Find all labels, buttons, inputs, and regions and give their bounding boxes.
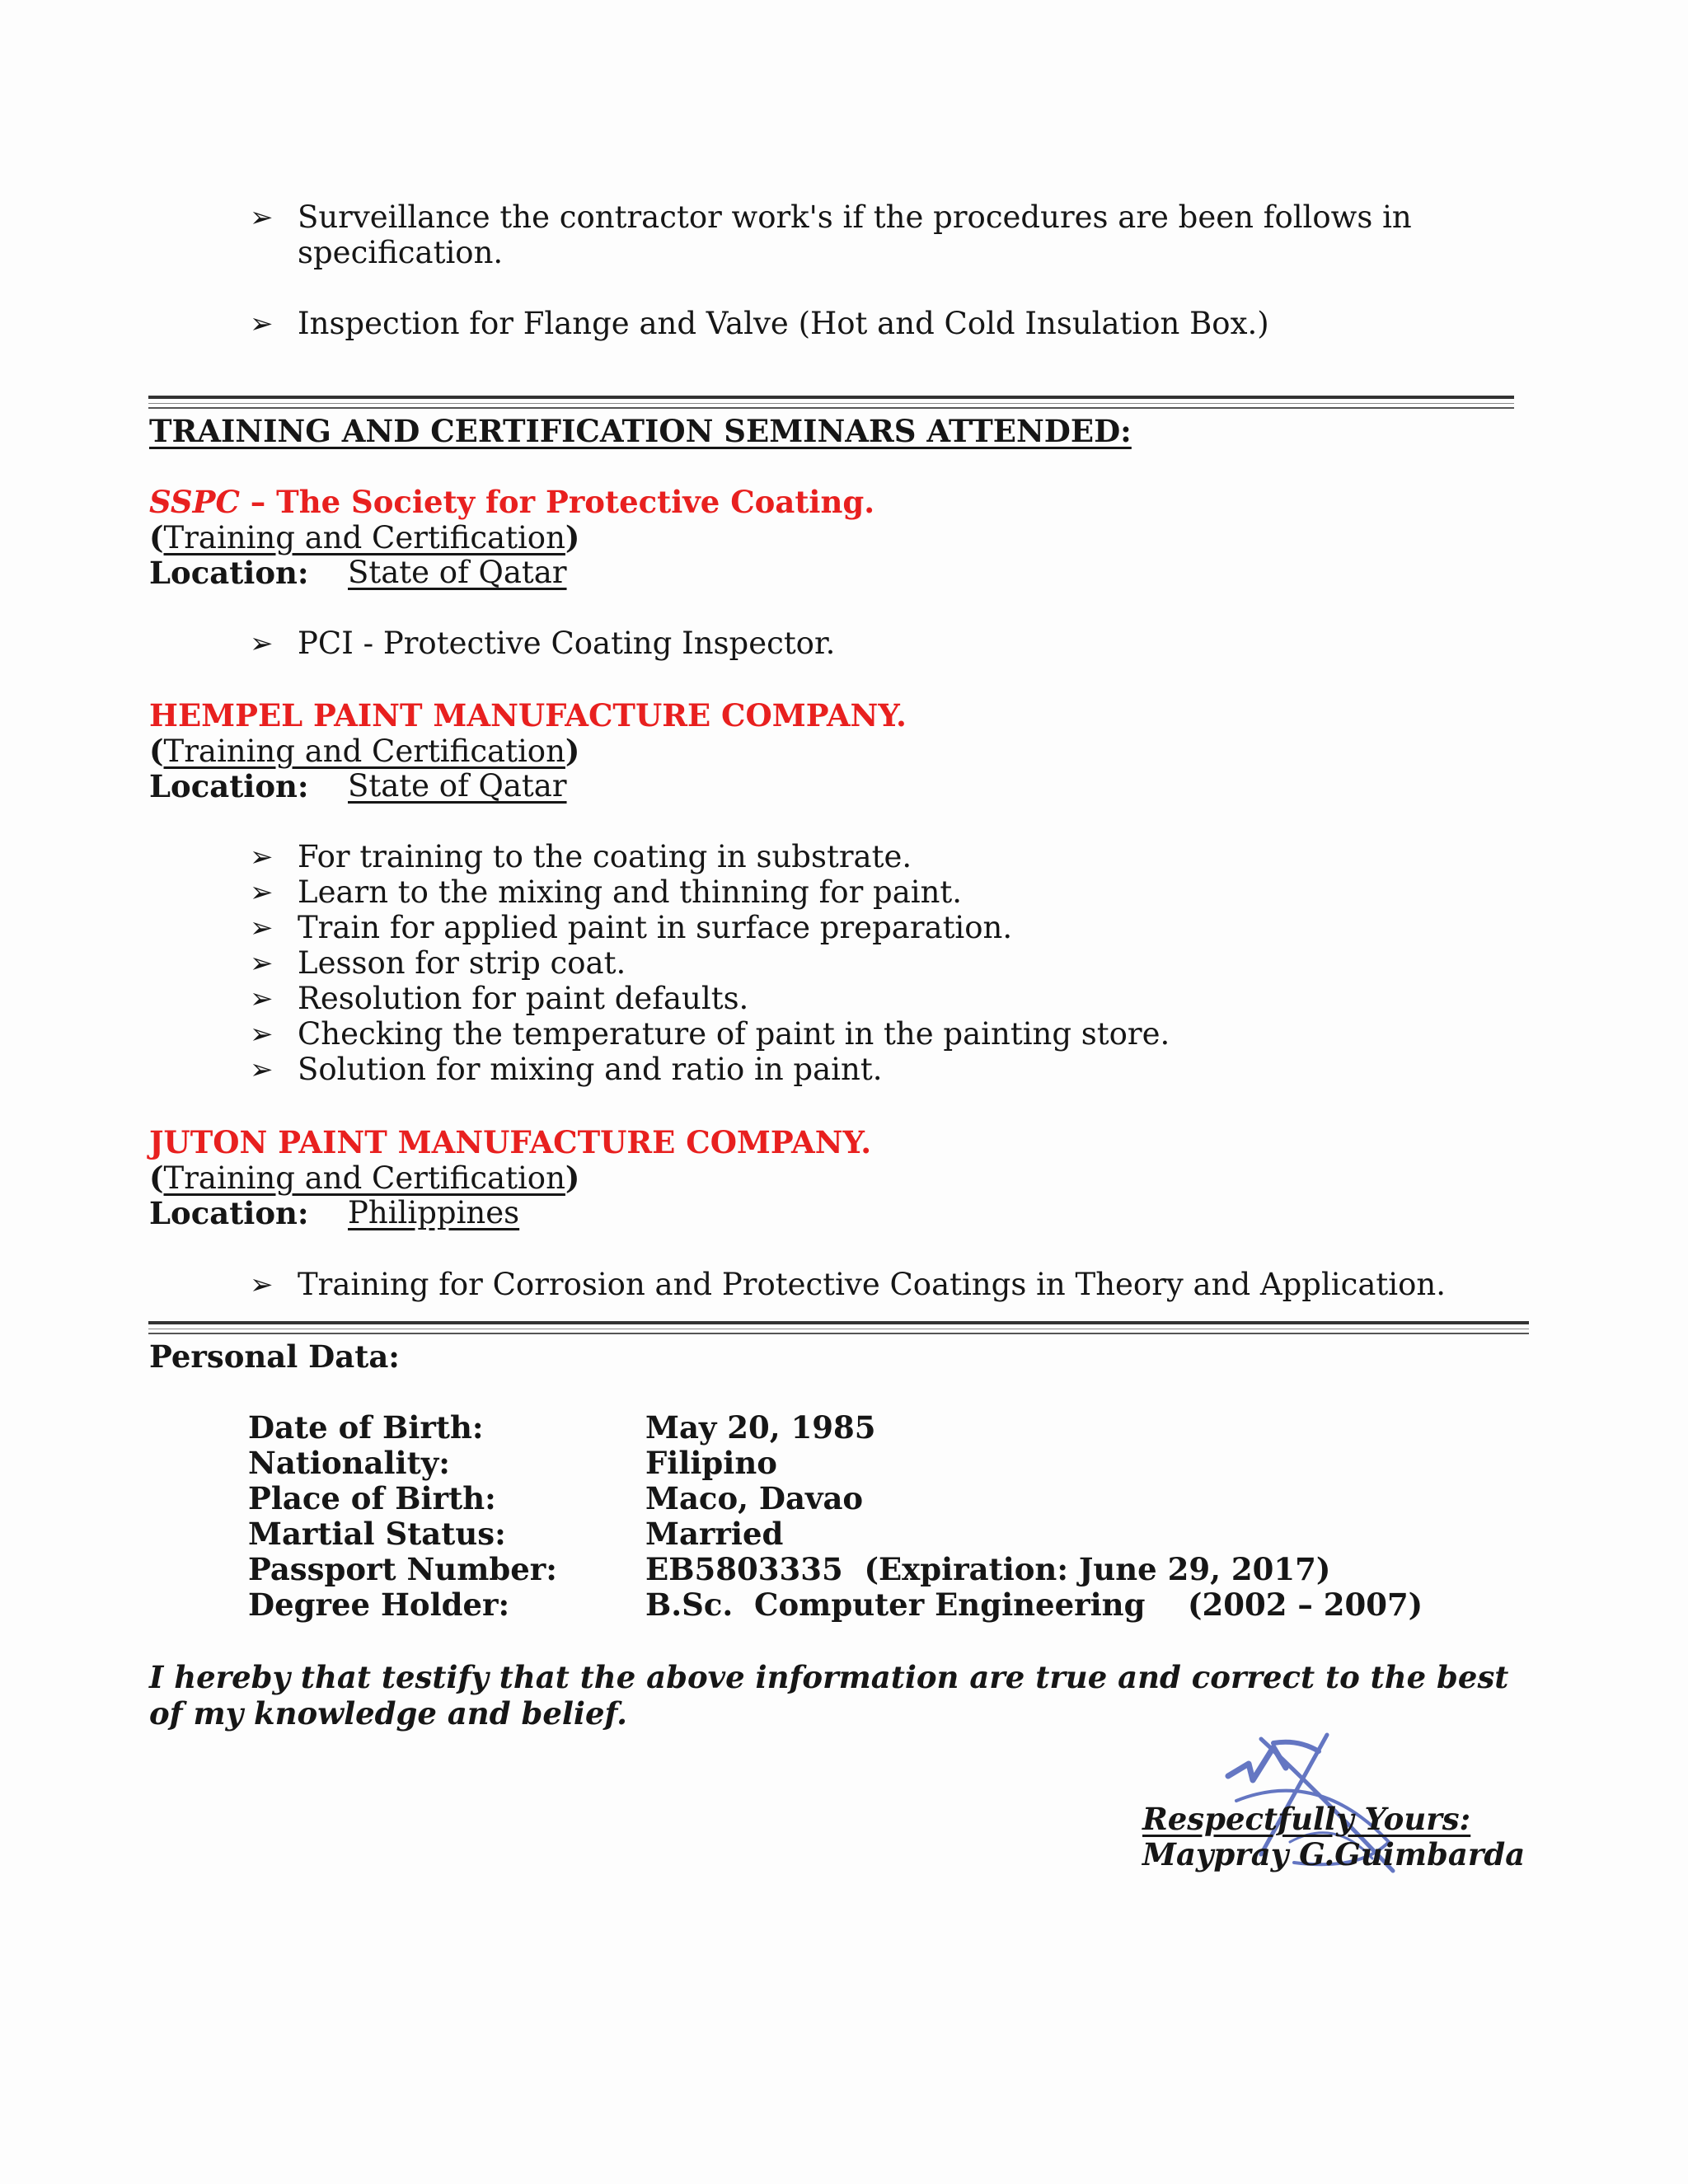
sspc-title: SSPC – The Society for Protective Coating. — [149, 484, 875, 520]
hempel-location: State of Qatar — [348, 768, 567, 804]
section-divider — [148, 1321, 1529, 1334]
declaration: I hereby that testify that the above information are true and correct to the best of my knowledge and belief. — [149, 1659, 1509, 1732]
closing-salutation: Respectfully Yours: — [1142, 1801, 1471, 1837]
juton-location: Philippines — [348, 1195, 520, 1230]
hempel-location-label: Location: — [149, 768, 309, 804]
status-label: Martial Status: — [248, 1516, 506, 1552]
nationality-value: Filipino — [645, 1445, 777, 1481]
degree-label: Degree Holder: — [248, 1586, 510, 1623]
arrow-bullet-icon: ➢ — [250, 627, 274, 660]
sspc-subtitle: (Training and Certification) — [149, 519, 580, 555]
arrow-bullet-icon: ➢ — [250, 841, 274, 874]
passport-label: Passport Number: — [248, 1551, 557, 1587]
arrow-bullet-icon: ➢ — [250, 1018, 274, 1051]
arrow-bullet-icon: ➢ — [250, 876, 274, 909]
dob-label: Date of Birth: — [248, 1409, 484, 1446]
training-heading: TRAINING AND CERTIFICATION SEMINARS ATTENDED: — [149, 413, 1132, 449]
signatory-name: Maypray G.Guimbarda — [1142, 1836, 1526, 1872]
arrow-bullet-icon: ➢ — [250, 1053, 274, 1086]
nationality-label: Nationality: — [248, 1445, 450, 1481]
juton-subtitle: (Training and Certification) — [149, 1160, 580, 1196]
section-divider — [148, 396, 1514, 409]
juton-location-label: Location: — [149, 1195, 309, 1231]
birthplace-label: Place of Birth: — [248, 1480, 496, 1516]
sspc-location-label: Location: — [149, 555, 309, 591]
birthplace-value: Maco, Davao — [645, 1480, 864, 1516]
arrow-bullet-icon: ➢ — [250, 982, 274, 1015]
sspc-location: State of Qatar — [348, 555, 567, 590]
arrow-bullet-icon: ➢ — [250, 307, 274, 340]
degree-value: B.Sc. Computer Engineering (2002 – 2007) — [645, 1586, 1423, 1623]
dob-value: May 20, 1985 — [645, 1409, 876, 1446]
arrow-bullet-icon: ➢ — [250, 947, 274, 980]
arrow-bullet-icon: ➢ — [250, 1268, 274, 1301]
personal-heading: Personal Data: — [149, 1338, 400, 1375]
resume-page: ➢ Surveillance the contractor work's if the procedures are been follows in specification. ➢ Inspection for Flange and Valve (Hot and Cold Insulation Box.) TRAINING AND CERTIFICATION SEMINARS ATTENDED: SSPC – The Society for Protective Coating. (Training and Certification) Location: State of Qatar ➢ PCI - Protective Coating Inspector. HEMPEL PAINT MANUFACTURE COMPANY. (Training and Certification) Location: State of Qatar ➢ For training to the coating in substrate. ➢ Learn to the mixing and thinning for paint. ➢ Train for applied paint in surface preparation. ➢ Lesson for strip coat. ➢ Resolution for paint defaults. ➢ Checking the temperature of paint in the painting store. ➢ Solution for mixing and ratio in paint. JUTON PAINT MANUFACTURE COMPANY. (Training and Certification) Location: Philippines ➢ Training for Corrosion and Protective Coatings in Theory and Application. Personal Data: Date of Birth: May 20, 1985 Nationality: Filipino Place of Birth: Maco, Davao Martial Status: Married Passport Number: EB5803335 (Expiration: June 29, 2017) Degree Holder: B.Sc. Computer Engineering (2002 – 2007) I hereby that testify that the above information are true and correct to the best of my knowledge and belief. Respectfully Yours: Maypray G.Guimbarda — [0, 0, 1688, 2184]
hempel-title: HEMPEL PAINT MANUFACTURE COMPANY. — [149, 697, 907, 733]
hempel-subtitle: (Training and Certification) — [149, 733, 580, 769]
arrow-bullet-icon: ➢ — [250, 201, 274, 234]
arrow-bullet-icon: ➢ — [250, 912, 274, 944]
status-value: Married — [645, 1516, 784, 1552]
juton-title: JUTON PAINT MANUFACTURE COMPANY. — [149, 1124, 872, 1160]
passport-value: EB5803335 (Expiration: June 29, 2017) — [645, 1551, 1331, 1587]
